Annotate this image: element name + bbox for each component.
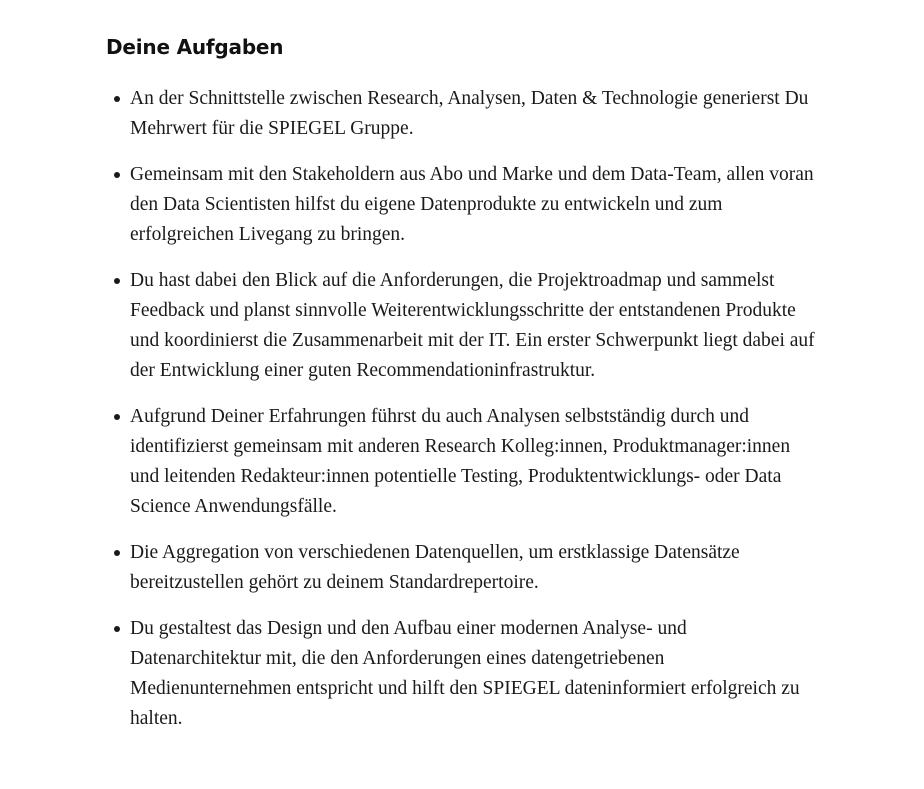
list-item-text: Die Aggregation von verschiedenen Datenquellen, um erstklassige Datensätze bereitzustellen gehört zu deinem Standardrepertoire. xyxy=(130,542,740,593)
list-item-text: Du gestaltest das Design und den Aufbau einer modernen Analyse- und Datenarchitektur mit, die den Anforderungen eines datengetriebenen Medienunternehmen entspricht und hilft den SPIEGEL dateninformiert erfolgreich zu halten. xyxy=(130,618,800,729)
tasks-section xyxy=(106,32,822,734)
list-item xyxy=(106,84,822,144)
list-item-text: Gemeinsam mit den Stakeholdern aus Abo und Marke und dem Data-Team, allen voran den Data Scientisten hilfst du eigene Datenprodukte zu entwickeln und zum erfolgreichen Livegang zu bringen. xyxy=(130,164,814,245)
list-item-text: An der Schnittstelle zwischen Research, Analysen, Daten & Technologie generierst Du Mehrwert für die SPIEGEL Gruppe. xyxy=(130,88,809,139)
list-item-text: Du hast dabei den Blick auf die Anforderungen, die Projektroadmap und sammelst Feedback und planst sinnvolle Weiterentwicklungsschritte der entstandenen Produkte und koordinierst die Zusammenarbeit mit der IT. Ein erster Schwerpunkt liegt dabei auf der Entwicklung einer guten Recommendationinfrastruktur. xyxy=(130,270,815,381)
bullet-icon xyxy=(114,550,120,556)
task-list xyxy=(106,84,822,734)
list-item xyxy=(106,538,822,598)
bullet-icon xyxy=(114,96,120,102)
bullet-icon xyxy=(114,278,120,284)
list-item xyxy=(106,266,822,386)
list-item xyxy=(106,402,822,522)
list-item-text: Aufgrund Deiner Erfahrungen führst du auch Analysen selbstständig durch und identifizierst gemeinsam mit anderen Research Kolleg:innen, Produktmanager:innen und leitenden Redakteur:innen potentielle Testing, Produktentwicklungs- oder Data Science Anwendungsfälle. xyxy=(130,406,791,517)
bullet-icon xyxy=(114,626,120,632)
bullet-icon xyxy=(114,414,120,420)
list-item xyxy=(106,614,822,734)
bullet-icon xyxy=(114,172,120,178)
section-heading: Deine Aufgaben xyxy=(106,35,284,59)
list-item xyxy=(106,160,822,250)
